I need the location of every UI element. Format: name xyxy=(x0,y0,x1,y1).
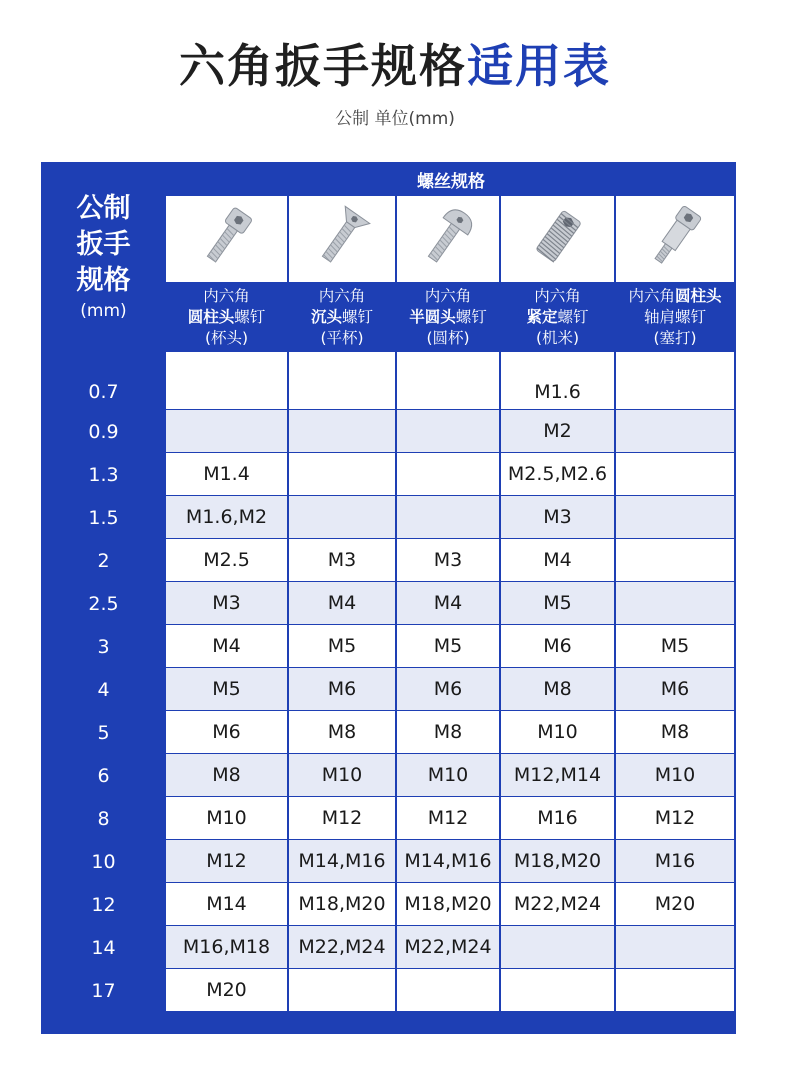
table-cell: M8 xyxy=(397,711,499,753)
column-header-line2 xyxy=(501,307,614,328)
table-cell: M12 xyxy=(397,797,499,839)
table-cell xyxy=(616,969,734,1011)
table-cell xyxy=(501,969,614,1011)
column-header-line2-bold: 圆柱头 xyxy=(187,307,235,326)
table-cell: M20 xyxy=(166,969,287,1011)
column-header-line3: (杯头) xyxy=(204,328,249,347)
column-header-4 xyxy=(501,282,614,352)
row-size-label: 1.3 xyxy=(88,463,119,486)
table-cell xyxy=(616,496,734,538)
row-size-label: 2.5 xyxy=(88,592,119,615)
table-cell xyxy=(397,969,499,1011)
table-cell: M16 xyxy=(501,797,614,839)
table-cell: M10 xyxy=(397,754,499,796)
table-cell: M14,M16 xyxy=(397,840,499,882)
row-size-label: 5 xyxy=(97,721,110,744)
row-size-label: 3 xyxy=(97,635,110,658)
table-cell: M1.4 xyxy=(166,453,287,495)
corner-line2: 扳手 xyxy=(76,229,131,260)
table-cell xyxy=(289,352,395,409)
table-cell xyxy=(166,352,287,409)
column-header-line2-bold: 沉头 xyxy=(310,307,342,326)
table-cell: M10 xyxy=(289,754,395,796)
table-cell: M4 xyxy=(166,625,287,667)
table-cell xyxy=(289,496,395,538)
table-cell: M5 xyxy=(166,668,287,710)
table-cell: M8 xyxy=(501,668,614,710)
table-cell: M14,M16 xyxy=(289,840,395,882)
table-cell xyxy=(289,410,395,452)
row-size-label: 12 xyxy=(91,893,116,916)
table-cell: M10 xyxy=(166,797,287,839)
row-size-label: 17 xyxy=(91,979,116,1002)
row-size-label: 4 xyxy=(97,678,110,701)
table-cell: M3 xyxy=(501,496,614,538)
column-header-line2-rest: 螺钉 xyxy=(342,307,374,326)
table-cell xyxy=(616,352,734,409)
column-header-5 xyxy=(616,282,734,352)
column-header-line1: 内六角 xyxy=(318,286,366,305)
corner-line3: 规格 xyxy=(76,265,131,296)
table-cell: M16,M18 xyxy=(166,926,287,968)
table-cell: M10 xyxy=(501,711,614,753)
table-cell: M3 xyxy=(397,539,499,581)
row-size-label: 0.7 xyxy=(88,381,119,403)
table-cell xyxy=(397,496,499,538)
table-cell: M5 xyxy=(289,625,395,667)
table-cell: M4 xyxy=(501,539,614,581)
table-cell: M8 xyxy=(289,711,395,753)
table-cell xyxy=(289,453,395,495)
table-cell: M18,M20 xyxy=(397,883,499,925)
corner-header xyxy=(41,162,166,352)
table-cell: M4 xyxy=(397,582,499,624)
table-cell xyxy=(397,410,499,452)
table-cell: M12 xyxy=(616,797,734,839)
table-cell xyxy=(616,410,734,452)
table-cell: M6 xyxy=(289,668,395,710)
row-size-label: 0.9 xyxy=(88,420,119,443)
column-header-3 xyxy=(397,282,499,352)
button-head-screw-icon xyxy=(413,202,483,276)
table-cell xyxy=(397,453,499,495)
table-cell: M8 xyxy=(166,754,287,796)
column-header-line2-rest: 螺钉 xyxy=(557,307,589,326)
socket-head-screw-icon xyxy=(192,202,262,276)
column-header-line2-rest: 螺钉 xyxy=(455,307,487,326)
column-header-line2 xyxy=(289,307,395,328)
page-subtitle: 公制 单位(mm) xyxy=(335,109,455,129)
table-cell: M2.5 xyxy=(166,539,287,581)
table-cell: M12 xyxy=(166,840,287,882)
title-part1: 六角扳手规格 xyxy=(179,39,467,93)
column-image-1 xyxy=(166,196,287,282)
table-cell: M5 xyxy=(501,582,614,624)
table-cell xyxy=(616,926,734,968)
title-part2: 适用表 xyxy=(467,39,611,93)
column-header-line3: (机米) xyxy=(535,328,580,347)
table-cell: M2 xyxy=(501,410,614,452)
table-cell: M2.5,M2.6 xyxy=(501,453,614,495)
row-size-label: 2 xyxy=(97,549,110,572)
column-header-line1: 内六角 xyxy=(534,286,581,305)
corner-line1: 公制 xyxy=(76,193,131,224)
row-size-label: 10 xyxy=(91,850,116,873)
page-title xyxy=(0,38,790,94)
column-header-1 xyxy=(166,282,287,352)
table-cell: M18,M20 xyxy=(501,840,614,882)
shoulder-screw-icon xyxy=(640,202,710,276)
corner-unit: (mm) xyxy=(80,301,127,321)
column-header-line2 xyxy=(616,307,734,328)
column-image-5 xyxy=(616,196,734,282)
table-cell: M12,M14 xyxy=(501,754,614,796)
column-image-2 xyxy=(289,196,395,282)
row-size-label: 8 xyxy=(97,807,110,830)
row-size-label: 1.5 xyxy=(88,506,119,529)
table-cell: M6 xyxy=(501,625,614,667)
table-cell: M5 xyxy=(397,625,499,667)
column-header-line1: 内六角圆柱头 xyxy=(628,286,722,305)
table-cell xyxy=(166,410,287,452)
table-cell: M18,M20 xyxy=(289,883,395,925)
spec-table xyxy=(41,162,736,1034)
table-cell xyxy=(616,582,734,624)
table-cell: M3 xyxy=(166,582,287,624)
table-cell: M22,M24 xyxy=(289,926,395,968)
table-cell: M6 xyxy=(397,668,499,710)
column-header-line2-bold: 半圆头 xyxy=(409,307,456,326)
table-cell: M22,M24 xyxy=(501,883,614,925)
row-size-label: 14 xyxy=(91,936,116,959)
column-image-4 xyxy=(501,196,614,282)
table-cell: M3 xyxy=(289,539,395,581)
column-header-line2 xyxy=(397,307,499,328)
column-image-3 xyxy=(397,196,499,282)
table-cell: M4 xyxy=(289,582,395,624)
countersunk-screw-icon xyxy=(307,202,377,276)
column-header-line2-rest: 轴肩螺钉 xyxy=(643,307,706,326)
table-cell: M10 xyxy=(616,754,734,796)
table-cell xyxy=(616,453,734,495)
table-cell: M6 xyxy=(616,668,734,710)
column-header-line2-rest: 螺钉 xyxy=(234,307,266,326)
table-cell xyxy=(616,539,734,581)
set-screw-icon xyxy=(523,202,593,276)
column-header-line2 xyxy=(166,307,287,328)
table-cell xyxy=(501,926,614,968)
column-header-line2-bold: 紧定 xyxy=(526,307,558,326)
table-cell: M1.6,M2 xyxy=(166,496,287,538)
column-header-line3: (圆杯) xyxy=(426,328,470,347)
table-cell: M6 xyxy=(166,711,287,753)
column-header-2 xyxy=(289,282,395,352)
row-size-label: 6 xyxy=(97,764,110,787)
table-cell: M8 xyxy=(616,711,734,753)
table-cell: M5 xyxy=(616,625,734,667)
table-cell: M22,M24 xyxy=(397,926,499,968)
column-header-line1: 内六角 xyxy=(203,286,250,305)
table-cell: M1.6 xyxy=(501,352,614,409)
column-header-line1: 内六角 xyxy=(424,286,472,305)
group-header: 螺丝规格 xyxy=(417,171,485,192)
table-cell xyxy=(289,969,395,1011)
table-cell: M14 xyxy=(166,883,287,925)
table-cell: M16 xyxy=(616,840,734,882)
column-header-line3: (塞打) xyxy=(653,328,697,347)
table-cell xyxy=(397,352,499,409)
table-cell: M20 xyxy=(616,883,734,925)
column-header-line3: (平杯) xyxy=(320,328,364,347)
table-cell: M12 xyxy=(289,797,395,839)
